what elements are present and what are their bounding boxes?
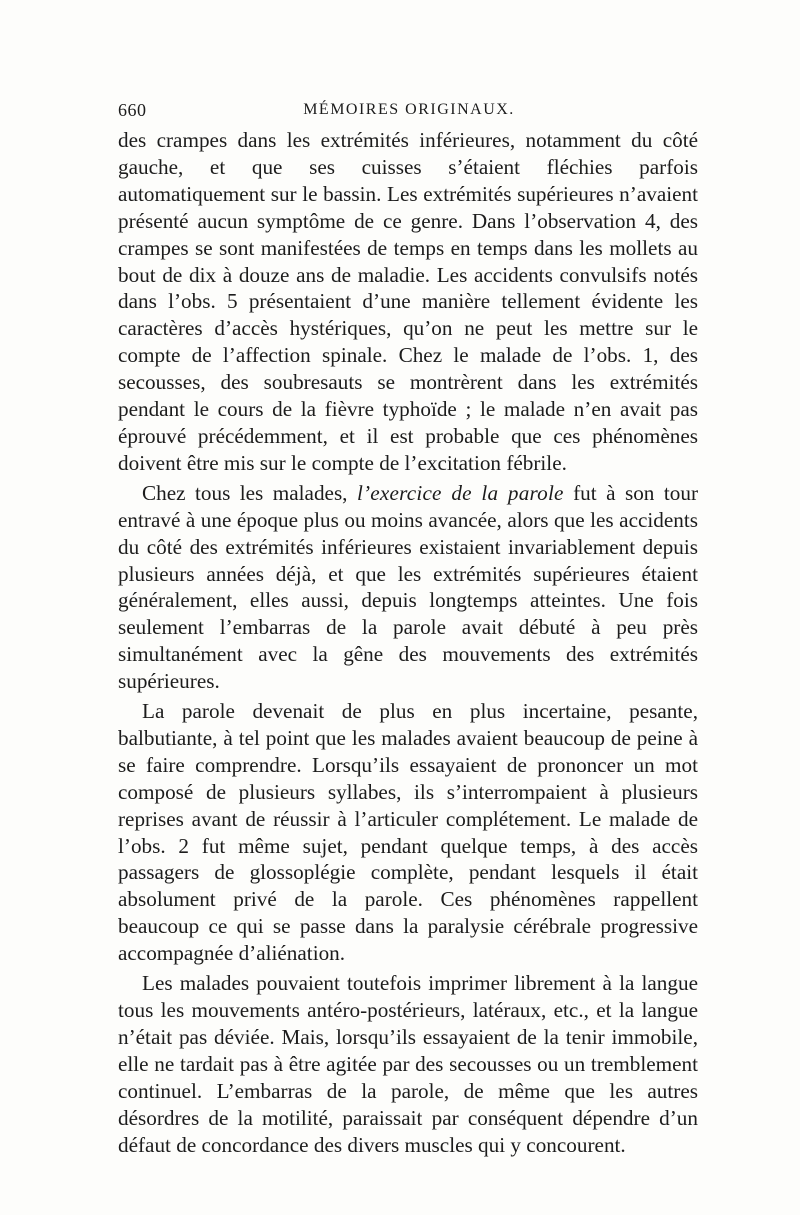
running-title: MÉMOIRES ORIGINAUX. bbox=[303, 101, 515, 118]
paragraph-2-emphasis: l’exercice de la parole bbox=[356, 480, 564, 505]
body-text bbox=[118, 127, 698, 1158]
paragraph-4: Les malades pouvaient toutefois imprimer librement à la langue tous les mouvements antéro-postérieurs, latéraux, etc., et la langue n’était pas déviée. Mais, lorsqu’ils essayaient de la tenir immobile, elle ne tardait pas à être agitée par des secousses ou un tremblement continuel. L’embarras de la parole, de même que les autres désordres de la motilité, paraissait par conséquent dépendre d’un défaut de concordance des divers muscles qui y concourent. bbox=[118, 971, 698, 1157]
paragraph-2-start: Chez tous les malades, bbox=[142, 480, 357, 505]
running-head bbox=[118, 100, 700, 126]
paragraph-2 bbox=[118, 480, 698, 695]
paragraph-2-rest: fut à son tour entravé à une époque plus ou moins avancée, alors que les accidents du côté des extrémités inférieures existaient invariablement depuis plusieurs années déjà, et que les extrémités supérieures étaient généralement, elles aussi, depuis longtemps atteintes. Une fois seulement l’embarras de la parole avait débuté à peu près simultanément avec la gêne des mouvements des extrémités supérieures. bbox=[118, 480, 698, 694]
paragraph-3: La parole devenait de plus en plus incertaine, pesante, balbutiante, à tel point que les malades avaient beaucoup de peine à se faire comprendre. Lorsqu’ils essayaient de prononcer un mot composé de plusieurs syllabes, ils s’interrompaient à plusieurs reprises avant de réussir à l’articuler complétement. Le malade de l’obs. 2 fut même sujet, pendant quelque temps, à des accès passagers de glossoplégie complète, pendant lesquels il était absolument privé de la parole. Ces phénomènes rappellent beaucoup ce qui se passe dans la paralysie cérébrale progressive accompagnée d’aliénation. bbox=[118, 699, 698, 966]
paragraph-1: des crampes dans les extrémités inférieures, notamment du côté gauche, et que ses cuisses s’étaient fléchies parfois automatiquement sur le bassin. Les extrémités supérieures n’avaient présenté aucun symptôme de ce genre. Dans l’observation 4, des crampes se sont manifestées de temps en temps dans les mollets au bout de dix à douze ans de maladie. Les accidents convulsifs notés dans l’obs. 5 présentaient d’une manière tellement évidente les caractères d’accès hystériques, qu’on ne peut les mettre sur le compte de l’affection spinale. Chez le malade de l’obs. 1, des secousses, des soubresauts se montrèrent dans les extrémités pendant le cours de la fièvre typhoïde ; le malade n’en avait pas éprouvé précédemment, et il est probable que ces phénomènes doivent être mis sur le compte de l’excitation fébrile. bbox=[118, 128, 698, 475]
page-number: 660 bbox=[118, 100, 147, 120]
